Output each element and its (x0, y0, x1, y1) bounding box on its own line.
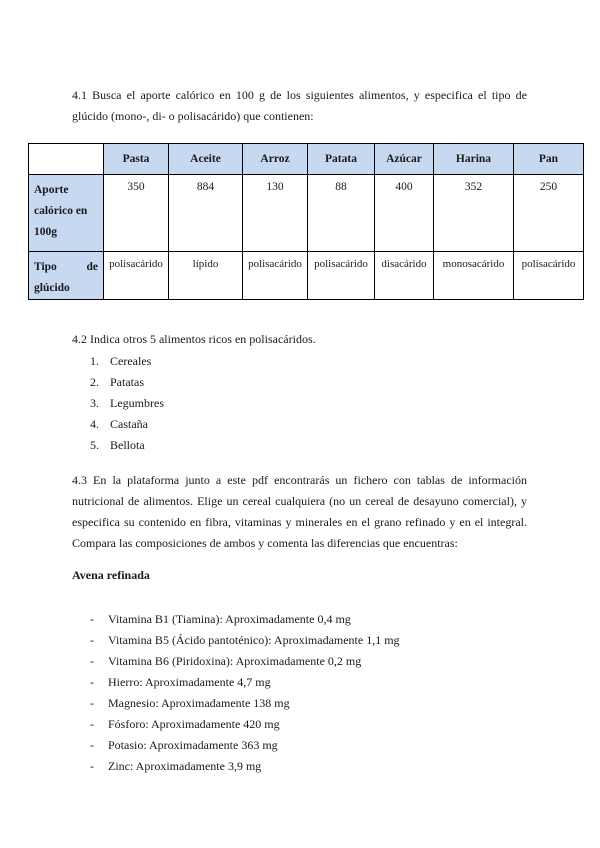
nutrient-list (90, 609, 400, 777)
column-header: Aceite (169, 144, 243, 175)
list-item-text: Hierro: Aproximadamente 4,7 mg (108, 675, 271, 689)
row-header-line: glúcido (34, 282, 70, 294)
table-cell: polisacárido (308, 252, 375, 300)
row-header-word: de (86, 261, 98, 273)
list-item-text: Vitamina B6 (Piridoxina): Aproximadamente 0,2 mg (108, 654, 362, 668)
column-header: Azúcar (375, 144, 434, 175)
row-header-word: Tipo (34, 261, 57, 273)
row-header-line: calórico en (34, 205, 88, 217)
section-4-1-text: 4.1 Busca el aporte calórico en 100 g de los siguientes alimentos, y especifica el tipo de glúcido (mono-, di- o polisacárido) que contienen: (72, 88, 527, 123)
list-item (90, 651, 400, 672)
list-item (90, 714, 400, 735)
table-cell: polisacárido (243, 252, 308, 300)
table-cell: 350 (104, 175, 169, 252)
list-item-text: Fósforo: Aproximadamente 420 mg (108, 717, 280, 731)
table-corner-cell (29, 144, 104, 175)
table-row-tipo (29, 252, 584, 300)
list-item-text: Vitamina B5 (Ácido pantoténico): Aproximadamente 1,1 mg (108, 633, 400, 647)
list-item (90, 693, 400, 714)
bullet-dash: - (90, 612, 94, 626)
table-cell: monosacárido (434, 252, 514, 300)
column-header: Harina (434, 144, 514, 175)
bullet-dash: - (90, 717, 94, 731)
table-row-calorias (29, 175, 584, 252)
row-header-calorias (29, 175, 104, 252)
bullet-dash: - (90, 738, 94, 752)
avena-refinada-heading: Avena refinada (72, 568, 150, 582)
table-cell: 88 (308, 175, 375, 252)
list-item-text: Castaña (110, 417, 148, 431)
bullet-dash: - (90, 696, 94, 710)
table-cell: polisacárido (514, 252, 584, 300)
list-item (90, 414, 164, 435)
bullet-dash: - (90, 675, 94, 689)
bullet-dash: - (90, 759, 94, 773)
bullet-dash: - (90, 654, 94, 668)
list-item (90, 609, 400, 630)
table-header-row (29, 144, 584, 175)
table-cell: 130 (243, 175, 308, 252)
table-cell: 352 (434, 175, 514, 252)
list-number: 5. (90, 438, 99, 452)
row-header-line: 100g (34, 226, 57, 238)
list-item (90, 630, 400, 651)
list-item (90, 372, 164, 393)
row-header-line: Aporte (34, 184, 69, 196)
column-header: Patata (308, 144, 375, 175)
column-header: Pan (514, 144, 584, 175)
table-cell: lípido (169, 252, 243, 300)
column-header: Arroz (243, 144, 308, 175)
list-item (90, 756, 400, 777)
list-item (90, 735, 400, 756)
list-item-text: Potasio: Aproximadamente 363 mg (108, 738, 278, 752)
list-item-text: Patatas (110, 375, 144, 389)
row-header-tipo (29, 252, 104, 300)
section-4-2-text: 4.2 Indica otros 5 alimentos ricos en polisacáridos. (72, 332, 316, 346)
row-header-line (34, 257, 98, 278)
section-4-3-text: 4.3 En la plataforma junto a este pdf encontrarás un fichero con tablas de información nutricional de alimentos. Elige un cereal cualquiera (no un cereal de desayuno comercial), y especifica su contenido en fibra, vitaminas y minerales en el grano refinado y en el integral. Compara las composiciones de ambos y comenta las diferencias que encuentras: (72, 473, 527, 550)
list-number: 4. (90, 417, 99, 431)
list-number: 1. (90, 354, 99, 368)
table-cell: 884 (169, 175, 243, 252)
list-item (90, 351, 164, 372)
column-header: Pasta (104, 144, 169, 175)
polisacaridos-list (90, 351, 164, 456)
list-item-text: Bellota (110, 438, 145, 452)
list-item-text: Vitamina B1 (Tiamina): Aproximadamente 0,4 mg (108, 612, 351, 626)
table-cell: disacárido (375, 252, 434, 300)
table-cell: 250 (514, 175, 584, 252)
list-item-text: Zinc: Aproximadamente 3,9 mg (108, 759, 262, 773)
list-item (90, 672, 400, 693)
table-cell: 400 (375, 175, 434, 252)
table-cell: polisacárido (104, 252, 169, 300)
list-number: 3. (90, 396, 99, 410)
nutrition-table (28, 143, 584, 300)
list-item (90, 435, 164, 456)
list-number: 2. (90, 375, 99, 389)
list-item-text: Magnesio: Aproximadamente 138 mg (108, 696, 290, 710)
bullet-dash: - (90, 633, 94, 647)
list-item (90, 393, 164, 414)
list-item-text: Legumbres (110, 396, 164, 410)
list-item-text: Cereales (110, 354, 152, 368)
